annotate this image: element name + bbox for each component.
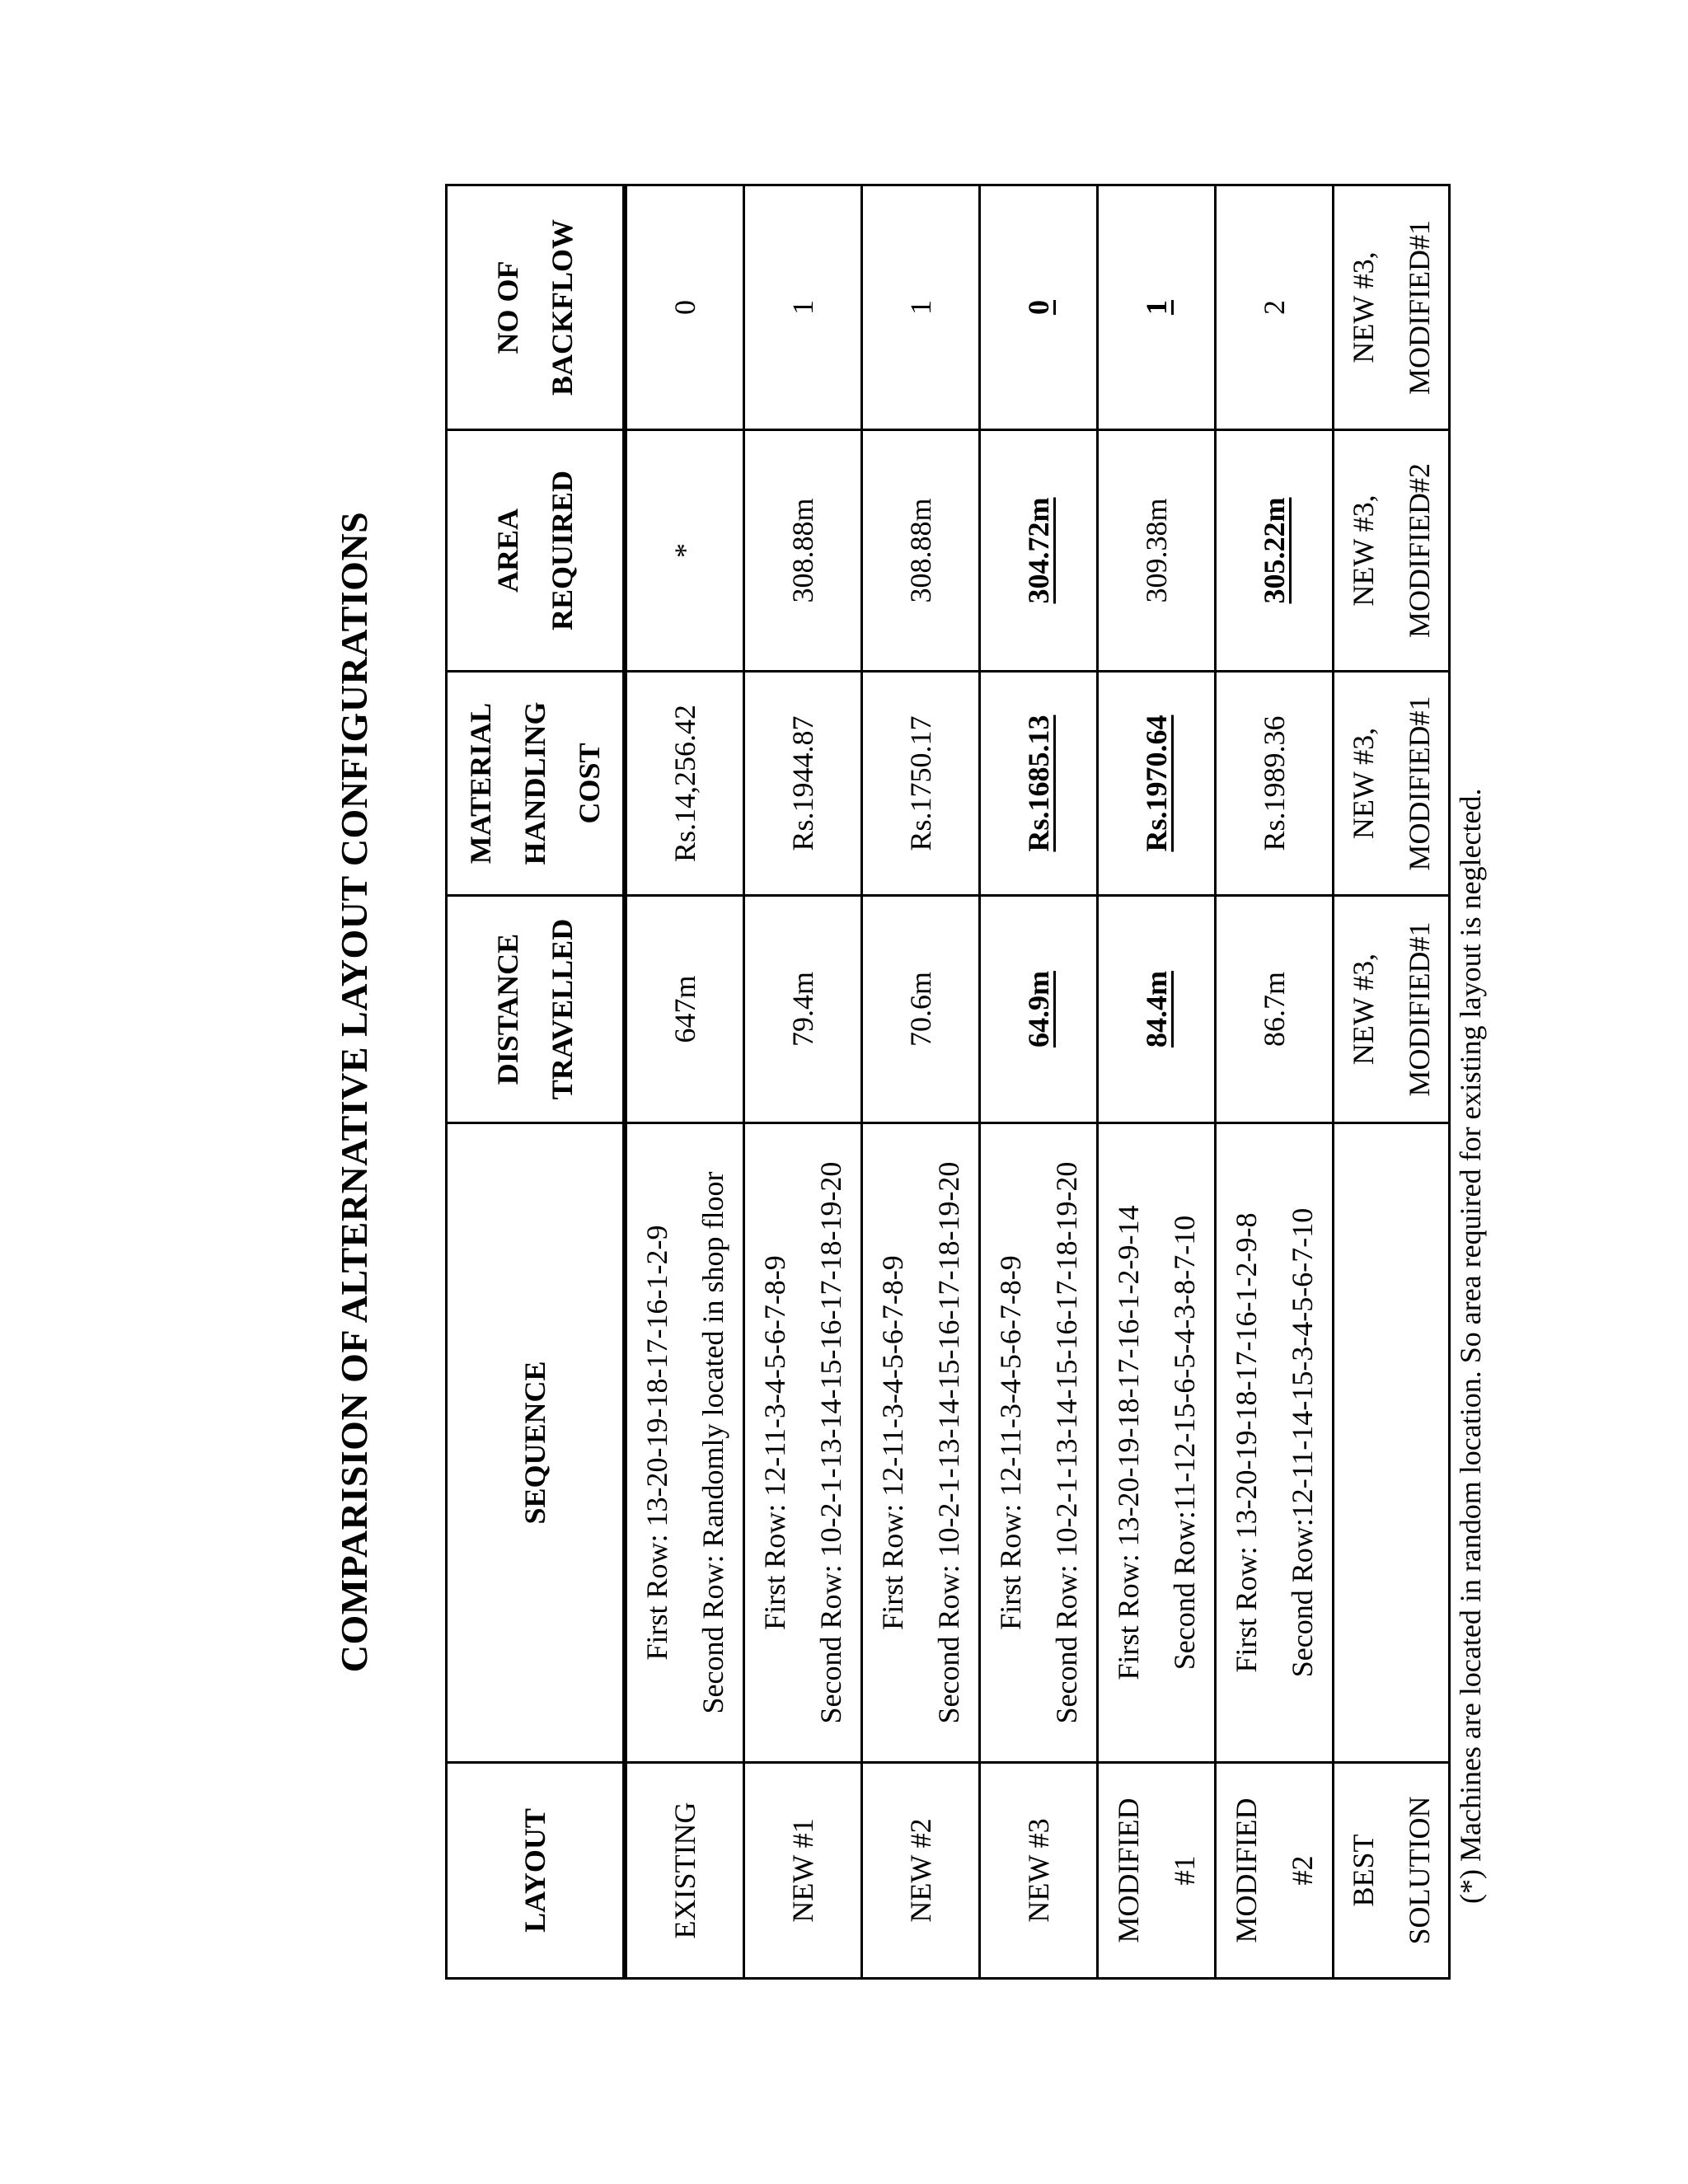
cell-backflow: 1 <box>862 185 980 430</box>
cell-distance: 86.7m <box>1216 896 1334 1123</box>
cell-cost: Rs.1944.87 <box>744 672 862 896</box>
header-distance: DISTANCE TRAVELLED <box>447 896 626 1123</box>
cell-area: 304.72m <box>980 430 1098 672</box>
cell-distance: 647m <box>625 896 744 1123</box>
cell-area: 308.88m <box>862 430 980 672</box>
page-title: COMPARISION OF ALTERNATIVE LAYOUT CONFIGURATIONS <box>333 511 375 1673</box>
table-row <box>625 185 744 1979</box>
table-row <box>980 185 1098 1979</box>
cell-sequence: First Row: 13-20-19-18-17-16-1-2-9 Second Row: Randomly located in shop floor <box>625 1123 744 1763</box>
cell-backflow: 0 <box>980 185 1098 430</box>
cell-cost: Rs.1989.36 <box>1216 672 1334 896</box>
cell-sequence: First Row: 13-20-19-18-17-16-1-2-9-8 Second Row:12-11-14-15-3-4-5-6-7-10 <box>1216 1123 1334 1763</box>
cell-cost: NEW #3, MODIFIED#1 <box>1334 672 1450 896</box>
header-row <box>447 185 626 1979</box>
header-backflow: NO OF BACKFLOW <box>447 185 626 430</box>
cell-distance: NEW #3, MODIFIED#1 <box>1334 896 1450 1123</box>
cell-backflow: 1 <box>744 185 862 430</box>
cell-layout: EXISTING <box>625 1763 744 1979</box>
cell-backflow: NEW #3, MODIFIED#1 <box>1334 185 1450 430</box>
cell-layout: NEW #3 <box>980 1763 1098 1979</box>
best-solution-row <box>1334 185 1450 1979</box>
cell-sequence: First Row: 12-11-3-4-5-6-7-8-9 Second Row: 10-2-1-13-14-15-16-17-18-19-20 <box>744 1123 862 1763</box>
cell-area: 309.38m <box>1098 430 1216 672</box>
cell-distance: 84.4m <box>1098 896 1216 1123</box>
cell-cost: Rs.1685.13 <box>980 672 1098 896</box>
cell-backflow: 1 <box>1098 185 1216 430</box>
cell-cost: Rs.1970.64 <box>1098 672 1216 896</box>
cell-distance: 64.9m <box>980 896 1098 1123</box>
cell-backflow: 2 <box>1216 185 1334 430</box>
cell-cost: Rs.1750.17 <box>862 672 980 896</box>
header-layout: LAYOUT <box>447 1763 626 1979</box>
header-area: AREA REQUIRED <box>447 430 626 672</box>
comparison-table <box>445 184 1451 1980</box>
cell-sequence <box>1334 1123 1450 1763</box>
table-row <box>744 185 862 1979</box>
cell-area: NEW #3, MODIFIED#2 <box>1334 430 1450 672</box>
header-sequence: SEQUENCE <box>447 1123 626 1763</box>
cell-distance: 70.6m <box>862 896 980 1123</box>
cell-cost: Rs.14,256.42 <box>625 672 744 896</box>
cell-area: * <box>625 430 744 672</box>
table-row <box>1216 185 1334 1979</box>
cell-layout: MODIFIED #1 <box>1098 1763 1216 1979</box>
table-row <box>1098 185 1216 1979</box>
cell-layout: BEST SOLUTION <box>1334 1763 1450 1979</box>
table-row <box>862 185 980 1979</box>
cell-distance: 79.4m <box>744 896 862 1123</box>
cell-layout: MODIFIED #2 <box>1216 1763 1334 1979</box>
cell-area: 308.88m <box>744 430 862 672</box>
cell-layout: NEW #1 <box>744 1763 862 1979</box>
cell-sequence: First Row: 12-11-3-4-5-6-7-8-9 Second Row: 10-2-1-13-14-15-16-17-18-19-20 <box>980 1123 1098 1763</box>
cell-area: 305.22m <box>1216 430 1334 672</box>
cell-layout: NEW #2 <box>862 1763 980 1979</box>
cell-backflow: 0 <box>625 185 744 430</box>
header-cost: MATERIAL HANDLING COST <box>447 672 626 896</box>
footnote: (*) Machines are located in random location. So area required for existing layout is neglected. <box>1454 788 1487 1904</box>
cell-sequence: First Row: 12-11-3-4-5-6-7-8-9 Second Row: 10-2-1-13-14-15-16-17-18-19-20 <box>862 1123 980 1763</box>
cell-sequence: First Row: 13-20-19-18-17-16-1-2-9-14 Second Row:11-12-15-6-5-4-3-8-7-10 <box>1098 1123 1216 1763</box>
